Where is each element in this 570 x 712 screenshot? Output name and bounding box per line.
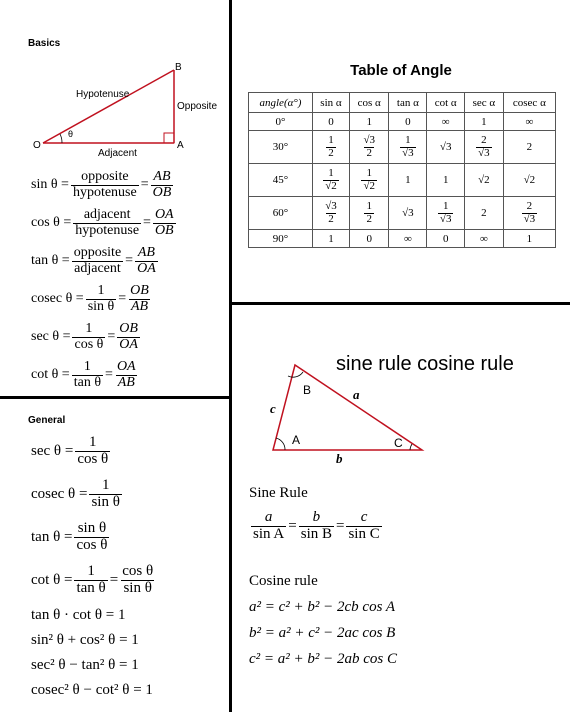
cosine-rule-line: c² = a² + b² − 2ab cos C	[249, 651, 398, 667]
numerator: b	[312, 509, 321, 525]
fraction	[361, 135, 377, 159]
basic-row-sec: sec θ = $\frac{1}{\text{cos θ}}$ = $\frac{OB}{OA}$	[31, 321, 138, 352]
triangle-side-c: c	[270, 401, 276, 416]
denominator: √3	[439, 212, 452, 225]
fraction	[438, 201, 454, 225]
table-row	[249, 197, 556, 230]
denominator: cos θ	[76, 536, 108, 553]
denominator: OB	[152, 184, 172, 200]
numerator: 1	[328, 166, 334, 179]
value-cell: 1	[350, 113, 389, 131]
formula-lhs: cosec θ =	[31, 291, 84, 307]
numerator: 2	[481, 133, 487, 146]
vertex-b-label: B	[175, 62, 182, 73]
adjacent-label: Adjacent	[98, 148, 137, 159]
numerator: √3	[363, 133, 375, 146]
value-cell: 0	[389, 113, 427, 131]
angle-cell: 45°	[249, 164, 313, 197]
vertex-a-label: A	[177, 140, 184, 151]
general-panel	[0, 399, 229, 712]
formula-lhs: sec θ =	[31, 329, 71, 345]
denominator: hypotenuse	[75, 222, 140, 238]
basic-row-cot: cot θ = $\frac{1}{\text{tan θ}}$ = $\frac{OA}{AB}$	[31, 359, 136, 390]
fraction	[326, 135, 336, 159]
header-cell: sec α	[465, 93, 504, 113]
denominator: adjacent	[74, 260, 121, 276]
numerator: adjacent	[83, 207, 131, 222]
value-cell: ∞	[503, 113, 555, 131]
value-cell: ∞	[465, 230, 504, 248]
basics-heading: Basics	[28, 38, 61, 49]
angle-cell: 30°	[249, 131, 313, 164]
header-cell: sin α	[312, 93, 349, 113]
denominator: AB	[117, 374, 135, 390]
value-cell	[312, 197, 349, 230]
denominator: 2	[366, 212, 372, 225]
numerator: 1	[328, 133, 334, 146]
denominator: √3	[402, 146, 414, 159]
value-cell: 1	[312, 230, 349, 248]
numerator: OB	[130, 283, 149, 298]
numerator: AB	[137, 245, 155, 260]
value-cell: 1	[503, 230, 555, 248]
angle-cell: 0°	[249, 113, 313, 131]
basics-panel	[0, 0, 229, 396]
identity-line: sin² θ + cos² θ = 1	[31, 632, 139, 648]
fraction	[400, 135, 416, 159]
fraction	[361, 168, 377, 192]
formula-lhs: sec θ =	[31, 442, 74, 459]
denominator: sin B	[300, 525, 332, 542]
value-cell: 2	[465, 197, 504, 230]
numerator: opposite	[81, 169, 129, 184]
formula-lhs: sin θ =	[31, 177, 69, 193]
basic-row-tan: tan θ = $\frac{\text{opposite}}{\text{adjacent}}$ = $\frac{AB}{OA}$	[31, 245, 156, 276]
numerator: 1	[366, 199, 372, 212]
identity-line: sec² θ − tan² θ = 1	[31, 657, 139, 673]
identity-line: cosec² θ − cot² θ = 1	[31, 682, 153, 698]
table-row	[249, 131, 556, 164]
value-cell: 0	[427, 230, 465, 248]
header-cell: cos α	[350, 93, 389, 113]
triangle-vertex-c: C	[394, 436, 403, 450]
general-row-sec	[31, 435, 112, 468]
value-cell	[465, 131, 504, 164]
numerator: 2	[526, 199, 533, 212]
numerator: 1	[87, 563, 95, 579]
header-cell: tan α	[389, 93, 427, 113]
value-cell: ∞	[427, 113, 465, 131]
vertex-o-label: O	[33, 140, 41, 151]
denominator: sin A	[253, 525, 285, 542]
formula-lhs: tan θ =	[31, 253, 70, 269]
value-cell	[427, 197, 465, 230]
value-cell: 1	[465, 113, 504, 131]
numerator: 1	[97, 283, 105, 298]
denominator: 2	[366, 146, 372, 159]
denominator: cos θ	[74, 336, 104, 352]
value-cell: 1	[427, 164, 465, 197]
value-cell: 0	[312, 113, 349, 131]
value-cell	[312, 164, 349, 197]
table-row	[249, 113, 556, 131]
formula-lhs: cot θ =	[31, 571, 73, 588]
denominator: √3	[523, 212, 536, 225]
numerator: a	[264, 509, 273, 525]
value-cell	[350, 131, 389, 164]
formula-lhs: cos θ =	[31, 215, 72, 231]
numerator: AB	[153, 169, 171, 184]
header-cell: cot α	[427, 93, 465, 113]
denominator: sin θ	[123, 579, 152, 596]
value-cell: 0	[350, 230, 389, 248]
numerator: 1	[442, 199, 449, 212]
denominator: √2	[325, 179, 337, 192]
cosine-rule-line: b² = a² + c² − 2ac cos B	[249, 625, 396, 641]
angle-cell: 60°	[249, 197, 313, 230]
value-cell	[503, 197, 555, 230]
numerator: OB	[119, 321, 138, 336]
denominator: tan θ	[73, 374, 102, 390]
numerator: 1	[83, 359, 91, 374]
cosine-rule-heading: Cosine rule	[249, 573, 318, 589]
basic-row-sin: sin θ = $\frac{\text{opposite}}{\text{hypotenuse}}$ = $\frac{AB}{OB}$	[31, 169, 172, 200]
numerator: OA	[116, 359, 136, 374]
header-cell: angle(α°)	[249, 93, 313, 113]
numerator: 1	[85, 321, 93, 336]
table-title: Table of Angle	[350, 62, 452, 79]
triangle-side-a: a	[353, 387, 360, 402]
basic-row-cosec: cosec θ = $\frac{1}{\text{sin θ}}$ = $\frac{OB}{AB}$	[31, 283, 149, 314]
numerator: 1	[89, 434, 97, 450]
general-row-cot: cot θ = $\frac{1}{\text{tan θ}}$ = $\frac{\text{cos θ}}{\text{sin θ}}$	[31, 563, 154, 596]
hypotenuse-label: Hypotenuse	[76, 89, 130, 100]
value-cell: ∞	[389, 230, 427, 248]
denominator: √2	[363, 179, 375, 192]
table-row	[249, 230, 556, 248]
angle-cell: 90°	[249, 230, 313, 248]
sine-rule-heading: Sine Rule	[249, 485, 308, 501]
angle-table	[248, 92, 556, 248]
numerator: opposite	[73, 245, 122, 260]
numerator: √3	[325, 199, 337, 212]
denominator: sin θ	[91, 493, 120, 510]
value-cell	[350, 197, 389, 230]
table-row	[249, 164, 556, 197]
value-cell	[350, 164, 389, 197]
denominator: tan θ	[76, 579, 106, 596]
formula-lhs: tan θ =	[31, 528, 73, 545]
numerator: OA	[154, 207, 174, 222]
numerator: 1	[366, 166, 372, 179]
fraction	[323, 201, 339, 225]
formula-lhs: cosec θ =	[31, 485, 88, 502]
numerator: cos θ	[122, 563, 154, 579]
denominator: √3	[478, 146, 490, 159]
general-row-tan	[31, 521, 111, 554]
rules-title: sine rule cosine rule	[336, 353, 514, 375]
numerator: 1	[405, 133, 411, 146]
denominator: cos θ	[77, 450, 109, 467]
formula-lhs: cot θ =	[31, 367, 70, 383]
fraction	[323, 168, 339, 192]
fraction	[476, 135, 492, 159]
general-row-cosec	[31, 478, 124, 511]
sine-rule-formula: $\frac{a}{\text{sin A}}$ = $\frac{b}{\text{sin B}}$ = $\frac{c}{\text{sin C}}$	[253, 509, 380, 542]
numerator: c	[360, 509, 368, 525]
denominator: OA	[137, 260, 156, 276]
theta-label: θ	[68, 129, 74, 139]
table-header-row	[249, 93, 556, 113]
denominator: sin C	[348, 525, 380, 542]
value-cell	[312, 131, 349, 164]
value-cell: 1	[389, 164, 427, 197]
triangle-side-b: b	[336, 451, 343, 466]
value-cell	[389, 131, 427, 164]
denominator: 2	[328, 212, 334, 225]
fraction	[364, 201, 374, 225]
value-cell: 2	[503, 131, 555, 164]
header-cell: cosec α	[503, 93, 555, 113]
triangle-vertex-a: A	[292, 433, 301, 447]
denominator: 2	[328, 146, 334, 159]
denominator: OA	[119, 336, 138, 352]
denominator: AB	[130, 298, 149, 314]
basic-row-cos: cos θ = $\frac{\text{adjacent}}{\text{hypotenuse}}$ = $\frac{OA}{OB}$	[31, 207, 174, 238]
value-cell: √3	[427, 131, 465, 164]
numerator: 1	[101, 477, 110, 493]
value-cell: √2	[503, 164, 555, 197]
triangle-vertex-b: B	[303, 383, 312, 397]
value-cell: √3	[389, 197, 427, 230]
general-heading: General	[28, 415, 66, 426]
opposite-label: Opposite	[177, 101, 218, 112]
cosine-rule-line: a² = c² + b² − 2cb cos A	[249, 599, 396, 615]
value-cell: √2	[465, 164, 504, 197]
denominator: OB	[154, 222, 174, 238]
angle-table-panel	[232, 0, 570, 302]
identity-line: tan θ · cot θ = 1	[31, 607, 126, 623]
fraction	[522, 201, 538, 225]
rules-panel	[232, 305, 570, 712]
table-body	[249, 113, 556, 248]
denominator: hypotenuse	[72, 184, 137, 200]
denominator: sin θ	[87, 298, 115, 314]
numerator: sin θ	[77, 520, 107, 536]
